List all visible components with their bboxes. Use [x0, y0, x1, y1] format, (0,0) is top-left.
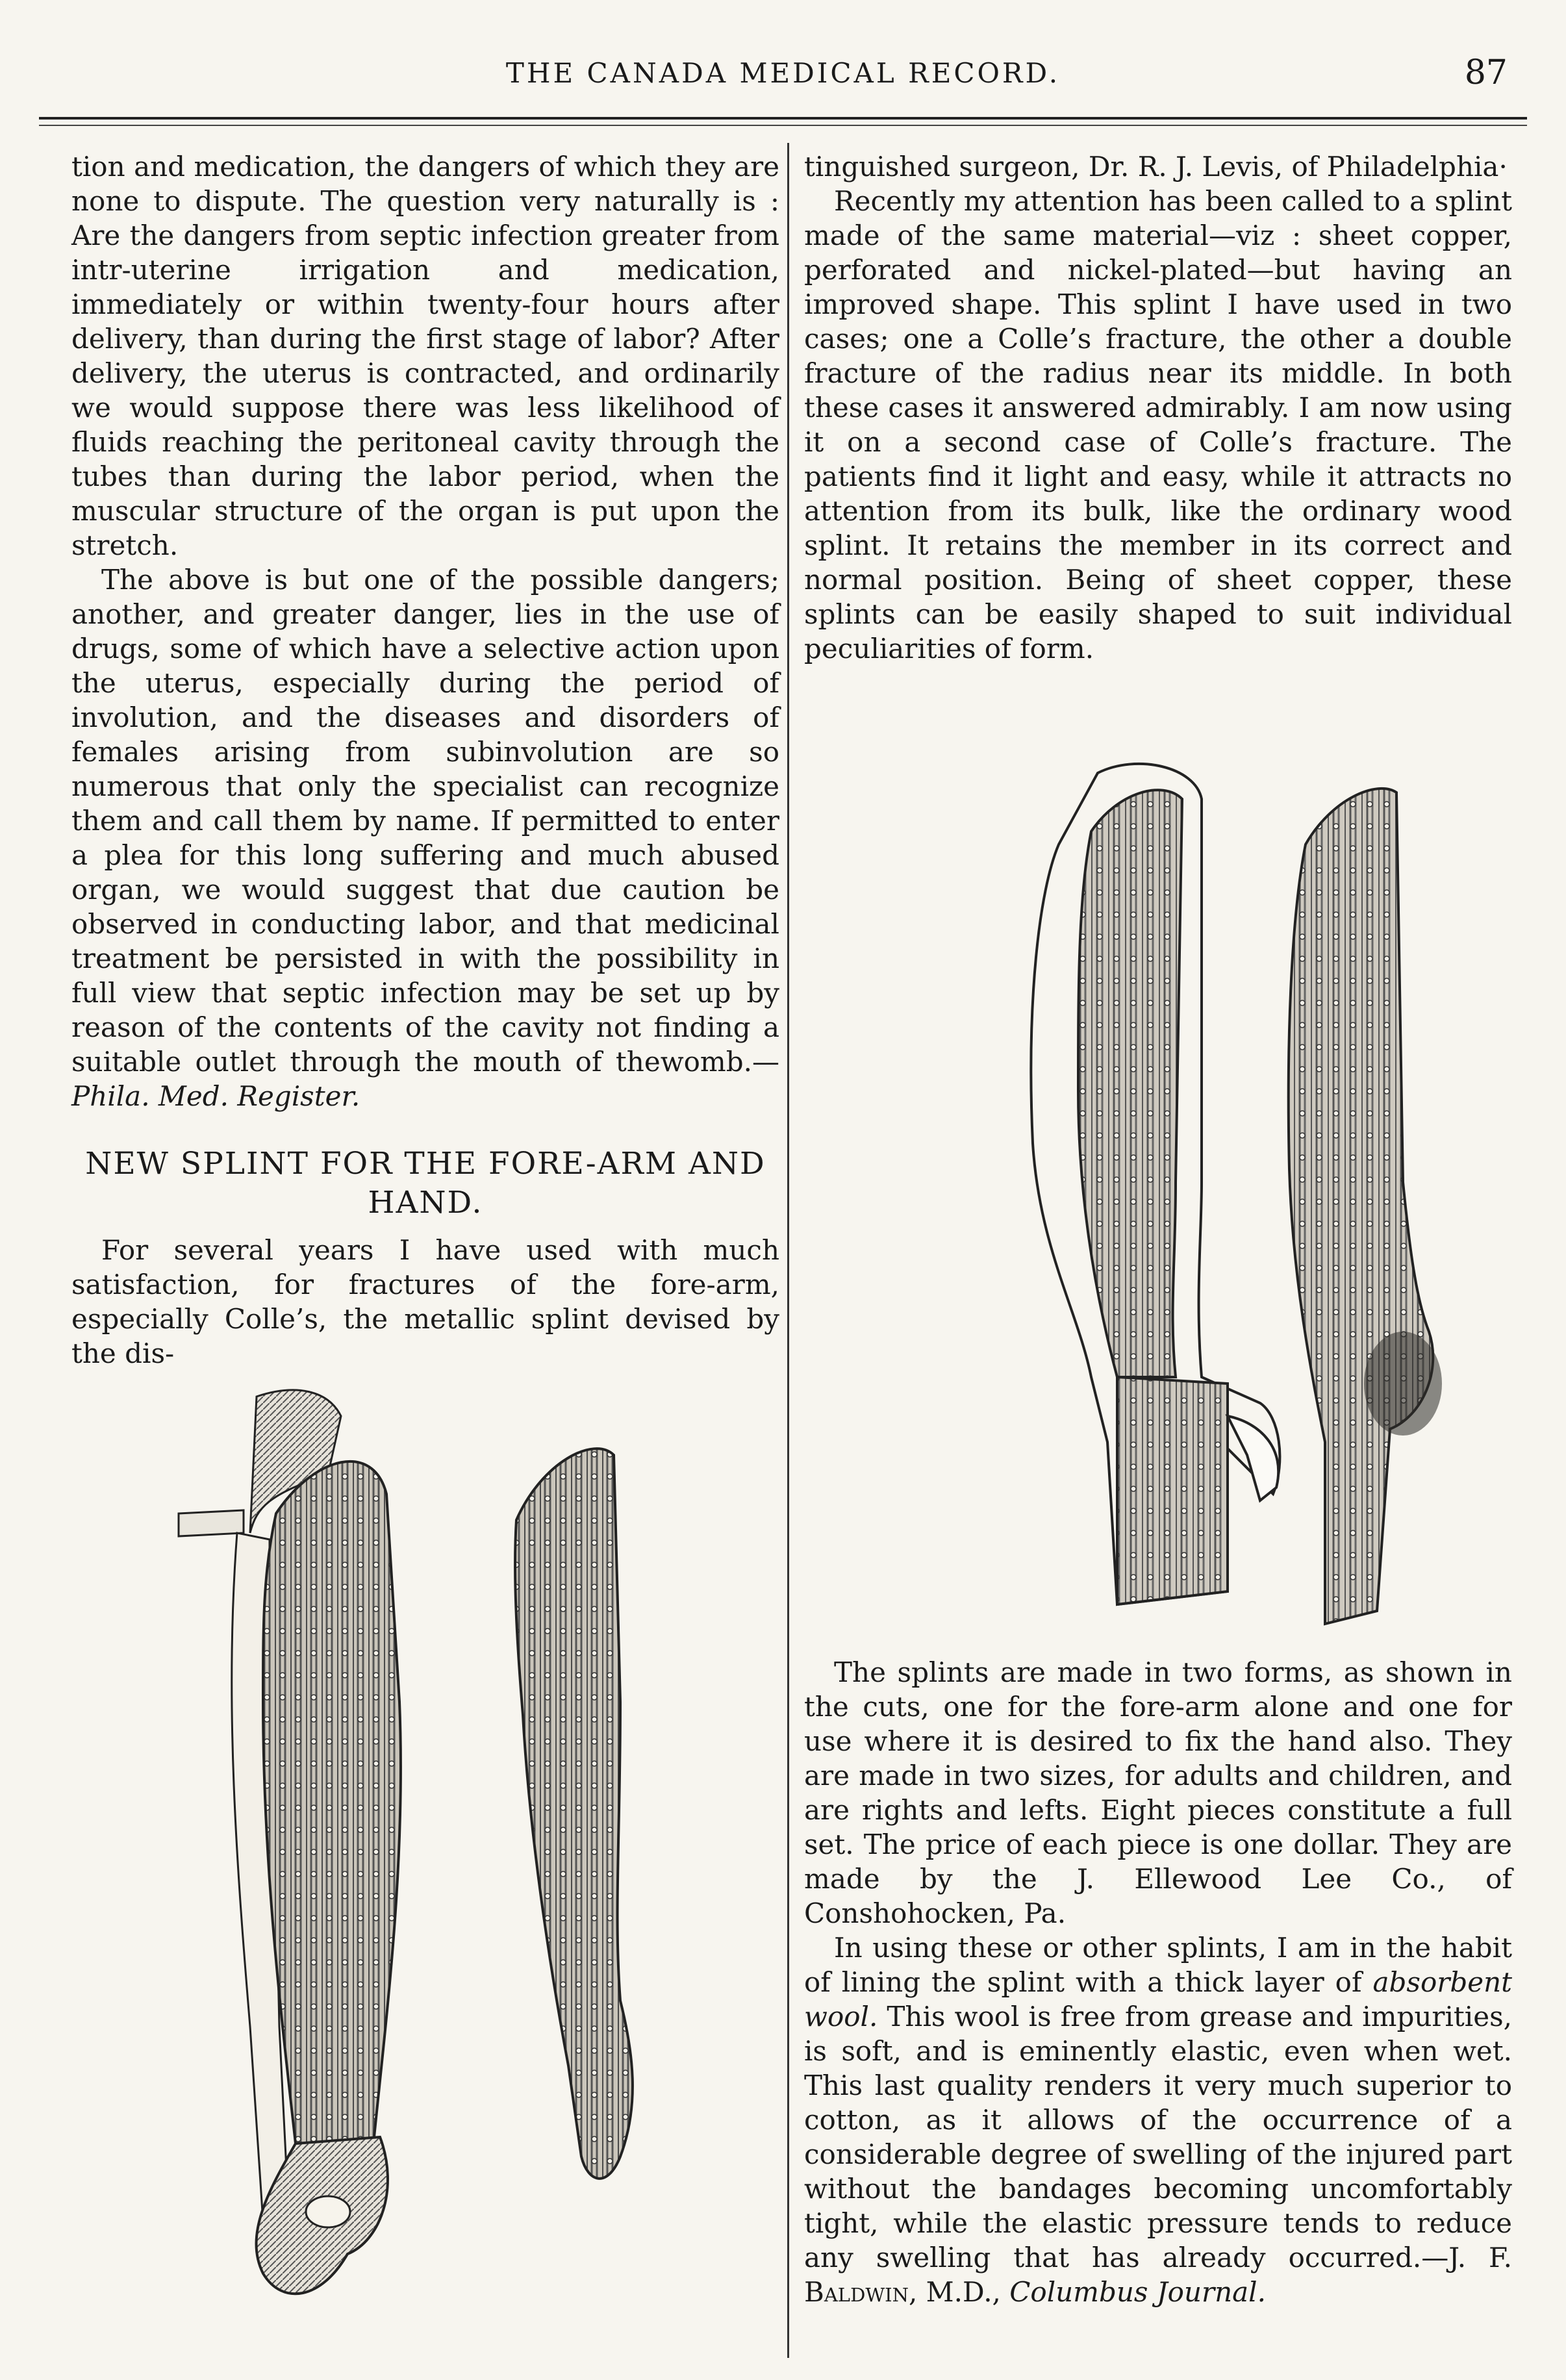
paragraph-text: The above is but one of the possible dangers; another, and greater danger, lies in the use of drugs, some of which have a selective action upon the uterus, especially during the period of involution, and the diseases and disorders of females arising from subinvolution are so numerous that only the specialist can recognize them and call them by name. If permitted to enter a plea for this long suffering and much abused organ, we would suggest that due caution be observed in conducting labor, and that medicinal treatment be persisted in with the possibility in full view that septic infection may be set up by reason of the contents of the cavity not finding a suitable outlet through the mouth of thewomb.— — [71, 564, 779, 1078]
right-column-bottom — [804, 1655, 1512, 2309]
hand-splint-illustration — [166, 1377, 750, 2338]
source-citation: Columbus Journal. — [1009, 2276, 1266, 2308]
journal-title: THE CANADA MEDICAL RECORD. — [505, 57, 1061, 89]
emphasis-text: absorbent wool. — [804, 1966, 1512, 2032]
column-divider — [787, 143, 789, 2358]
right-column-top — [804, 149, 1512, 666]
paragraph — [71, 563, 779, 1113]
paragraph — [804, 1931, 1512, 2309]
paragraph: Recently my attention has been called to a splint made of the same material—viz : sheet copper, perforated and nickel-plated—but having an improved shape. This splint I have used in two cases; one a Colle’s fracture, the other a double fracture of the radius near its middle. In both these cases it answered admirably. I am now using it on a second case of Colle’s fracture. The patients find it light and easy, while it attracts no attention from its bulk, like the ordinary wood splint. It retains the member in its correct and normal position. Being of sheet copper, these splints can be easily shaped to suit individual peculiarities of form. — [804, 185, 1512, 665]
running-head — [0, 53, 1566, 96]
paragraph: tinguished surgeon, Dr. R. J. Levis, of Philadelphia· — [804, 151, 1508, 183]
source-citation: Phila. Med. Register. — [71, 1080, 360, 1112]
article-headline: NEW SPLINT FOR THE FORE-ARM AND HAND. — [85, 1146, 766, 1221]
paragraph: The splints are made in two forms, as shown in the cuts, one for the fore-arm alone and one for use where it is desired to fix the hand also. They are made in two sizes, for adults and children, and are rights and lefts. Eight pieces constitute a full set. The price of each piece is one dollar. They are made by the J. Ellewood Lee Co., of Conshohocken, Pa. — [804, 1656, 1512, 1929]
header-rule — [39, 117, 1527, 120]
forearm-splint-illustration — [922, 728, 1461, 1643]
author-name: Baldwin — [804, 2276, 909, 2308]
paragraph: tion and medication, the dangers of which they are none to dispute. The question very naturally is : Are the dangers from septic infection greater from intr-uterine irrigation and medication, immediately or within twenty-four hours after delivery, than during the first stage of labor? After delivery, the uterus is contracted, and ordinarily we would suppose there was less likelihood of fluids reaching the peritoneal cavity through the tubes than during the labor period, when the muscular structure of the organ is put upon the stretch. — [71, 151, 779, 561]
paragraph: For several years I have used with much satisfaction, for fractures of the fore-arm, especially Colle’s, the metallic splint devised by the dis- — [71, 1234, 779, 1369]
paragraph-text: This wool is free from grease and impurities, is soft, and is eminently elastic, even when wet. This last quality renders it very much superior to cotton, as it allows of the occurrence of a considerable degree of swelling of the injured part without the bandages becoming uncomfortably tight, while the elastic pressure tends to reduce any swelling that has already occurred.—J. F. — [804, 2001, 1512, 2273]
paragraph-text: In using these or other splints, I am in the habit of lining the splint with a thick layer of — [804, 1932, 1512, 1998]
left-column — [71, 149, 779, 1371]
forearm-splint-engraving — [922, 728, 1461, 1643]
header-rule-thin — [39, 125, 1527, 126]
hand-splint-engraving — [166, 1377, 750, 2338]
author-degree: , M.D., — [908, 2276, 1010, 2308]
page-number: 87 — [1464, 53, 1508, 92]
